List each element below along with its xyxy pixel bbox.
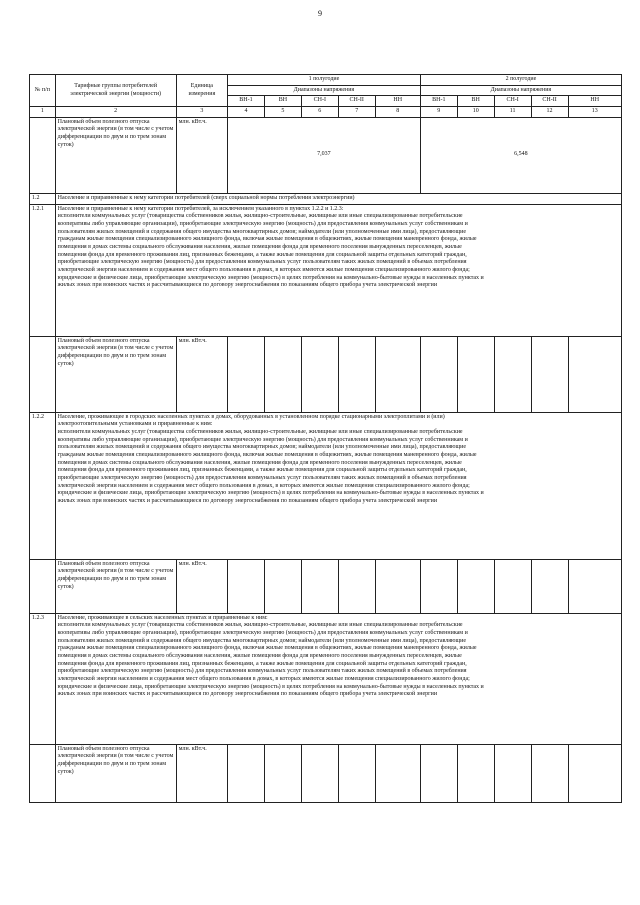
page-number: 9 xyxy=(318,9,322,18)
desc-line: электрической энергии населением и содержания мест общего пользования в домах, в которых имеются жилые помещения специализированного жилого фонда; xyxy=(57,676,470,683)
desc-line: приобретающие электрическую энергию (мощность) для предоставления коммунальных услуг пользователям таких жилых помещений в объемах потребления xyxy=(57,475,467,482)
section-num: 1.2.2 xyxy=(30,412,56,559)
value-cell xyxy=(568,559,621,613)
desc-line: юридические и физические лица, приобретающие электрическую энергию (мощность) в целях потребления на коммунально-бытовые нужды в населенных пунктах и xyxy=(57,274,484,281)
value-cell xyxy=(264,336,301,412)
value-cell xyxy=(531,336,568,412)
value-cell xyxy=(494,336,531,412)
index-cell: 9 xyxy=(420,107,457,118)
section-1-2-3-description xyxy=(55,613,621,744)
tariff-table xyxy=(29,74,622,803)
section-num: 1.2 xyxy=(30,193,56,204)
desc-line: электрической энергии населением и содержания мест общего пользования в домах, в которых имеются жилые помещения специализированного жилого фонда; xyxy=(57,482,470,489)
value-cell xyxy=(494,559,531,613)
header-ranges-2: Диапазоны напряжения xyxy=(420,85,621,96)
index-cell: 1 xyxy=(30,107,56,118)
desc-line: гражданам жилые помещения специализированного жилищного фонда, включая жилые помещения в общежитиях, жилые помещения маневренного фонда, жилые xyxy=(57,452,477,459)
voltage-h1-vn1: ВН-1 xyxy=(228,96,265,107)
value-cell xyxy=(338,744,375,802)
value-cell xyxy=(568,744,621,802)
value-cell xyxy=(568,336,621,412)
desc-line: пользователям жилых помещений и содержания общего имущества многоквартирных домов; наймодатели (или уполномоченные ими лица), предоставляющие xyxy=(57,637,467,644)
voltage-h1-sn2: СН-II xyxy=(338,96,375,107)
header-num: № п/п xyxy=(30,75,56,107)
section-1-2-1-description xyxy=(55,204,621,336)
desc-line: пользователям жилых помещений и содержания общего имущества многоквартирных домов; наймодатели (или уполномоченные ими лица), предоставляющие xyxy=(57,444,467,451)
header-group: Тарифные группы потребителей электрической энергии (мощности) xyxy=(55,75,176,107)
unit-cell: млн. кВт.ч. xyxy=(176,744,227,802)
row-num xyxy=(30,559,56,613)
desc-line: приобретающие электрическую энергию (мощность) для предоставления коммунальных услуг пользователям таких жилых помещений в объемах потребления xyxy=(57,259,467,266)
plan-volume-label: Плановый объем полезного отпуска электрической энергии (в том числе с учетом дифференциации по двум и по трем зонам суток) xyxy=(55,117,176,193)
desc-line: исполнители коммунальных услуг (товарищества собственников жилья, жилищно-строительные, жилищные или иные специализированные потребительские xyxy=(57,213,463,220)
index-cell: 4 xyxy=(228,107,265,118)
index-cell: 11 xyxy=(494,107,531,118)
value-cell xyxy=(228,744,265,802)
value-cell xyxy=(228,336,265,412)
row-num xyxy=(30,744,56,802)
desc-line: юридические и физические лица, приобретающие электрическую энергию (мощность) в целях потребления на коммунально-бытовые нужды в населенных пунктах и xyxy=(57,683,484,690)
voltage-h2-vn1: ВН-1 xyxy=(420,96,457,107)
value-half1: 7,037 xyxy=(228,117,421,193)
voltage-h2-vn: ВН xyxy=(457,96,494,107)
section-title: Население, проживающее в городских населенных пунктах в домах, оборудованных в установленном порядке стационарными электроплитами и (или) xyxy=(57,413,445,420)
desc-line: гражданам жилые помещения специализированного жилищного фонда, включая жилые помещения в общежитиях, жилые помещения маневренного фонда, жилые xyxy=(57,236,477,243)
section-1-2-title: Население и приравненные к нему категории потребителей (сверх социальной нормы потребления электроэнергии) xyxy=(55,193,621,204)
value-cell xyxy=(301,744,338,802)
value-half2: 6,548 xyxy=(420,117,621,193)
desc-line: приобретающие электрическую энергию (мощность) для предоставления коммунальных услуг пользователям таких жилых помещений в объемах потребления xyxy=(57,668,467,675)
value-cell xyxy=(457,559,494,613)
header-half2: 2 полугодие xyxy=(420,75,621,86)
desc-line: юридические и физические лица, приобретающие электрическую энергию (мощность) в целях потребления на коммунально-бытовые нужды в населенных пунктах и xyxy=(57,490,484,497)
desc-line: жилых зонах при воинских частях и рассчитывающиеся по договору энергоснабжения по показаниям общего прибора учета электрической энергии xyxy=(57,282,438,289)
header-ranges-1: Диапазоны напряжения xyxy=(228,85,421,96)
desc-line: кооперативы либо управляющие организации), приобретающие электрическую энергию (мощность) для предоставления коммунальных услуг собственникам и xyxy=(57,221,468,228)
row-num xyxy=(30,117,56,193)
plan-volume-label: Плановый объем полезного отпуска электрической энергии (в том числе с учетом дифференциации по двум и по трем зонам суток) xyxy=(55,336,176,412)
desc-line: помещения в домах системы социального обслуживания населения, жилые помещения фонда для временного поселения вынужденных переселенцев, жилые xyxy=(57,244,462,251)
value-cell xyxy=(420,744,457,802)
value-cell xyxy=(375,336,420,412)
desc-line: исполнители коммунальных услуг (товарищества собственников жилья, жилищно-строительные, жилищные или иные специализированные потребительские xyxy=(57,429,463,436)
voltage-h1-sn1: СН-I xyxy=(301,96,338,107)
desc-line: помещения в домах системы социального обслуживания населения, жилые помещения фонда для временного поселения вынужденных переселенцев, жилые xyxy=(57,653,462,660)
section-num: 1.2.3 xyxy=(30,613,56,744)
value-cell xyxy=(420,559,457,613)
index-cell: 12 xyxy=(531,107,568,118)
section-title: Население и приравненные к нему категории потребителей, за исключением указанного в пунктах 1.2.2 и 1.2.3: xyxy=(57,205,344,212)
unit-cell: млн. кВт.ч. xyxy=(176,117,227,193)
value-cell xyxy=(338,336,375,412)
plan-volume-label: Плановый объем полезного отпуска электрической энергии (в том числе с учетом дифференциации по двум и по трем зонам суток) xyxy=(55,744,176,802)
section-title: Население, проживающее в сельских населенных пунктах и приравненные к ним: xyxy=(57,614,268,621)
value-cell xyxy=(494,744,531,802)
value-cell xyxy=(264,559,301,613)
index-cell: 7 xyxy=(338,107,375,118)
value-cell xyxy=(338,559,375,613)
value-cell xyxy=(531,744,568,802)
header-half1: 1 полугодие xyxy=(228,75,421,86)
value-cell xyxy=(264,744,301,802)
index-cell: 2 xyxy=(55,107,176,118)
desc-line: кооперативы либо управляющие организации), приобретающие электрическую энергию (мощность) для предоставления коммунальных услуг собственникам и xyxy=(57,630,468,637)
unit-cell: млн. кВт.ч. xyxy=(176,559,227,613)
desc-line: пользователям жилых помещений и содержания общего имущества многоквартирных домов; наймодатели (или уполномоченные ими лица), предоставляющие xyxy=(57,228,467,235)
index-cell: 8 xyxy=(375,107,420,118)
row-num xyxy=(30,336,56,412)
desc-line: жилых зонах при воинских частях и рассчитывающиеся по договору энергоснабжения по показаниям общего прибора учета электрической энергии xyxy=(57,498,438,505)
voltage-h1-vn: ВН xyxy=(264,96,301,107)
index-cell: 6 xyxy=(301,107,338,118)
value-cell xyxy=(301,336,338,412)
voltage-h2-sn2: СН-II xyxy=(531,96,568,107)
value-cell xyxy=(375,744,420,802)
section-1-2-2-description xyxy=(55,412,621,559)
unit-cell: млн. кВт.ч. xyxy=(176,336,227,412)
index-cell: 3 xyxy=(176,107,227,118)
desc-line: гражданам жилые помещения специализированного жилищного фонда, включая жилые помещения в общежитиях, жилые помещения маневренного фонда, жилые xyxy=(57,645,477,652)
section-title-continued: электроотопительными установками и приравненные к ним: xyxy=(57,421,213,428)
desc-line: электрической энергии населением и содержания мест общего пользования в домах, в которых имеются жилые помещения специализированного жилого фонда; xyxy=(57,267,470,274)
plan-volume-label: Плановый объем полезного отпуска электрической энергии (в том числе с учетом дифференциации по двум и по трем зонам суток) xyxy=(55,559,176,613)
value-cell xyxy=(457,744,494,802)
voltage-h2-sn1: СН-I xyxy=(494,96,531,107)
value-cell xyxy=(531,559,568,613)
desc-line: жилых зонах при воинских частях и рассчитывающиеся по договору энергоснабжения по показаниям общего прибора учета электрической энергии xyxy=(57,691,438,698)
desc-line: помещения фонда для временного проживания лиц, признанных беженцами, а также жилые помещения для социальной защиты отдельных категорий граждан, xyxy=(57,660,467,667)
value-cell xyxy=(375,559,420,613)
desc-line: помещения фонда для временного проживания лиц, признанных беженцами, а также жилые помещения для социальной защиты отдельных категорий граждан, xyxy=(57,467,467,474)
index-cell: 13 xyxy=(568,107,621,118)
section-num: 1.2.1 xyxy=(30,204,56,336)
value-cell xyxy=(228,559,265,613)
index-cell: 10 xyxy=(457,107,494,118)
value-cell xyxy=(457,336,494,412)
desc-line: помещения в домах системы социального обслуживания населения, жилые помещения фонда для временного поселения вынужденных переселенцев, жилые xyxy=(57,459,462,466)
desc-line: помещения фонда для временного проживания лиц, признанных беженцами, а также жилые помещения для социальной защиты отдельных категорий граждан, xyxy=(57,251,467,258)
voltage-h2-nn: НН xyxy=(568,96,621,107)
voltage-h1-nn: НН xyxy=(375,96,420,107)
index-cell: 5 xyxy=(264,107,301,118)
header-unit: Единица измерения xyxy=(176,75,227,107)
value-cell xyxy=(420,336,457,412)
value-cell xyxy=(301,559,338,613)
desc-line: кооперативы либо управляющие организации), приобретающие электрическую энергию (мощность) для предоставления коммунальных услуг собственникам и xyxy=(57,436,468,443)
desc-line: исполнители коммунальных услуг (товарищества собственников жилья, жилищно-строительные, жилищные или иные специализированные потребительские xyxy=(57,622,463,629)
